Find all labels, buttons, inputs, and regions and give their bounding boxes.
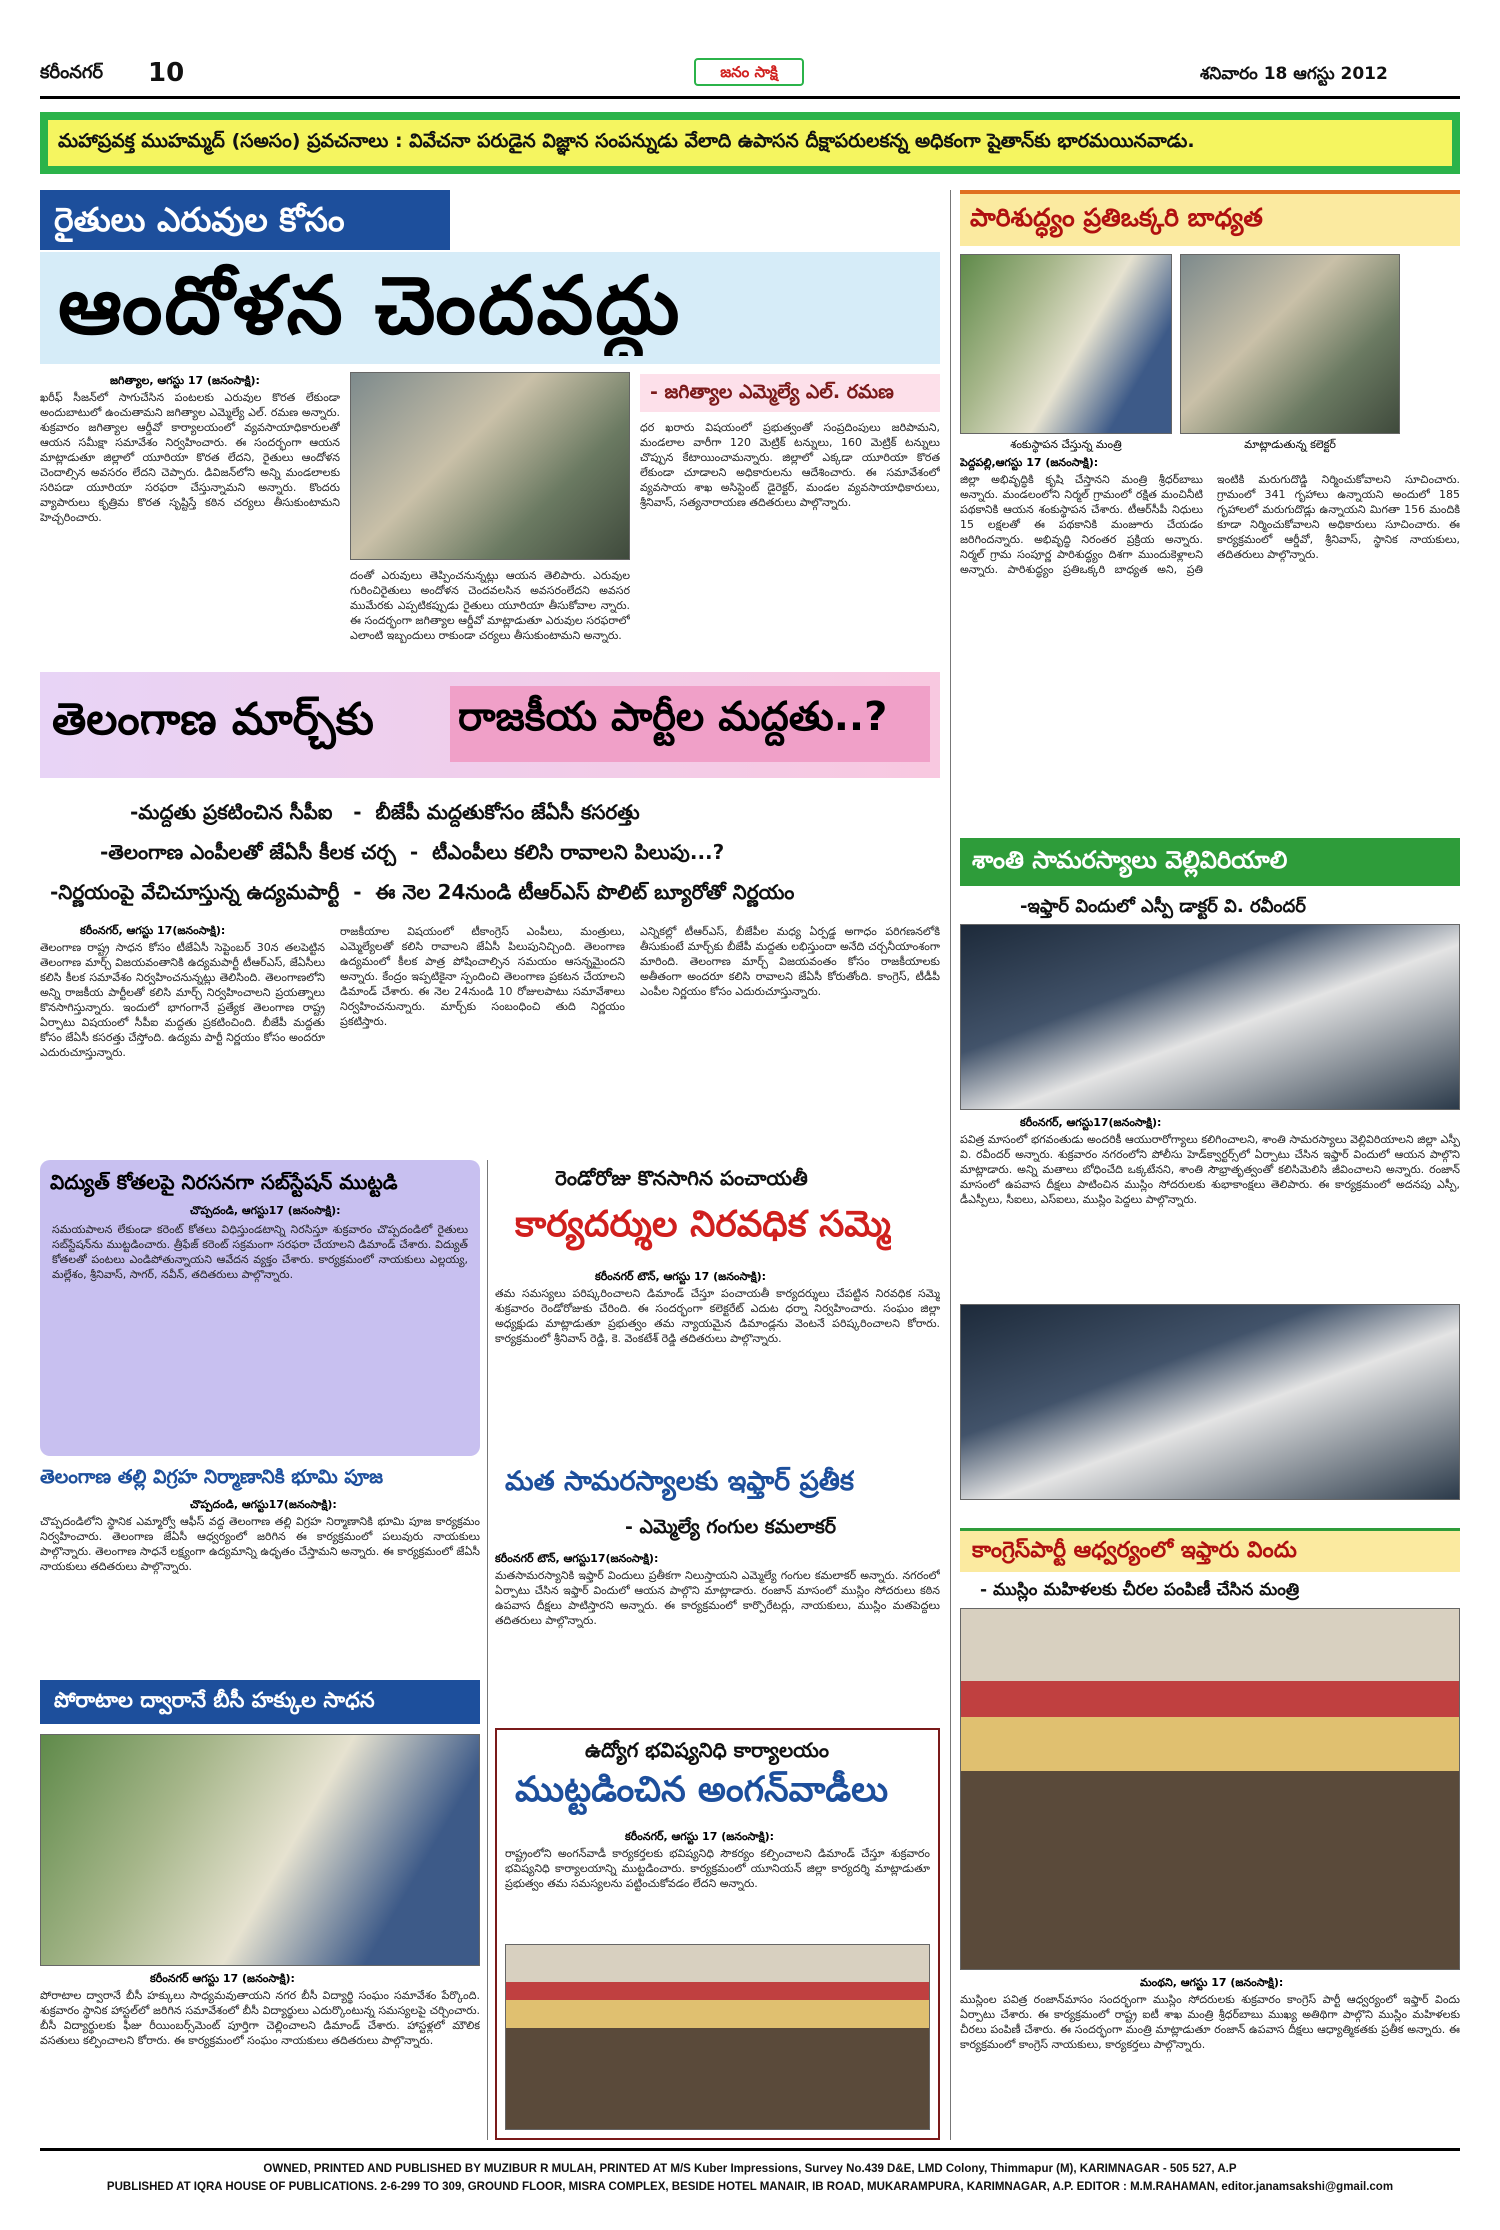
story2-photo-right [1180,254,1400,434]
story5-headline: విద్యుత్ కోతలపై నిరసనగా సబ్‌స్టేషన్ ముట్టడి [50,1170,398,1194]
story3-bullet-3: -నిర్ణయంపై వేచిచూస్తున్న ఉద్యమపార్టీ - ఈ నెల 24నుండి టీఆర్‌ఎస్ పొలిట్ బ్యూరోతో నిర్ణయం [50,880,795,904]
story11-photo [960,1608,1460,1970]
issue-date: శనివారం 18 ఆగస్టు 2012 [1200,64,1388,84]
story2-body: జిల్లా అభివృద్ధికి కృషి చేస్తానని మంత్రి శ్రీధర్‌బాబు అన్నారు. మండలంలోని నిర్మల్ గ్రామంలో రక్షిత మంచినీటి పథకానికి ఆయన శంకుస్థాపన చేశారు. టీఆర్‌సీపీ నిధులు 15 లక్షలతో ఈ పథకానికి మంజూరు చేయడం జరిగిందన్నారు. అభివృద్ధి నిరంతర ప్రక్రియ అన్నారు. నిర్మల్ గ్రామ సంపూర్ణ పారిశుద్ధ్యం దిశగా ముందుకెళ్లాలని అన్నారు. పారిశుద్ధ్యం ప్రతిఒక్కరి బాధ్యత అని, ప్రతి ఇంటికి మరుగుదొడ్డి నిర్మించుకోవాలని సూచించారు. గ్రామంలో 341 గృహాలు ఉన్నాయని అందులో 185 గృహాలలో మరుగుదొడ్లు ఉన్నాయని మిగతా 156 మందికి కూడా నిర్మించుకోవాలని అధికారులు సూచించారు. ఈ కార్యక్రమంలో ఆర్డీవో, శ్రీనివాస్, స్థానిక నాయకులు, తదితరులు పాల్గొన్నారు. [960,473,1460,576]
story5-body: సమయపాలన లేకుండా కరెంట్ కోతలు విధిస్తుండటాన్ని నిరసిస్తూ శుక్రవారం చొప్పదండిలో రైతులు సబ్‌స్టేషన్‌ను ముట్టడించారు. త్రీఫేజ్ కరెంట్ సక్రమంగా సరఫరా చేయాలని డిమాండ్ చేశారు. విద్యుత్ కోతలతో పంటలు ఎండిపోతున్నాయని ఆవేదన వ్యక్తం చేశారు. కార్యక్రమంలో నాయకులు ఎల్లయ్య, మల్లేశం, శ్రీనివాస్, సాగర్, నవీన్, తదితరులు పాల్గొన్నారు. [52,1223,468,1281]
story3-col1: తెలంగాణ రాష్ట్ర సాధన కోసం టీజేఏసీ సెప్టెంబర్ 30న తలపెట్టిన తెలంగాణ మార్చ్ విజయవంతానికి ఉద్యమపార్టీ టీఆర్‌ఎస్, జేఏసీలు కలిసి కీలక సమావేశం నిర్వహించనున్నట్లు తెలిసింది. తెలంగాణలోని అన్ని రాజకీయ పార్టీలతో కలిసి మార్చ్ నిర్వహించాలని ప్రయత్నాలు కొనసాగిస్తున్నారు. ఇందులో భాగంగానే ప్రత్యేక తెలంగాణ రాష్ట్ర ఏర్పాటు విషయంలో సీపీఐ మద్దతు ప్రకటించింది. బీజేపీ మద్దతు కోసం జేఏసీ కసరత్తు చేస్తోంది. ఉద్యమ పార్టీ నిర్ణయం కోసం అందరూ ఎదురుచూస్తున్నారు. [40,941,325,1059]
story2-caption-right: మాట్లాడుతున్న కలెక్టర్ [1244,438,1336,451]
story3-headline-part2-box [450,686,930,762]
story8-byline: - ఎమ్మెల్యే గంగుల కమలాకర్ [625,1516,837,1538]
masthead-rule [40,96,1460,99]
story1-dateline: జగిత్యాల, ఆగస్టు 17 (జనంసాక్షి): [110,374,260,387]
district-name: కరీంనగర్ [40,62,103,83]
story3-headline-box [40,672,940,778]
story4-byline: -ఇఫ్తార్ విందులో ఎస్పీ డాక్టర్ వి. రవీందర్ [1020,896,1306,917]
story11-body: ముస్లింల పవిత్ర రంజాన్‌మాసం సందర్భంగా ముస్లిం సోదరులకు శుక్రవారం కాంగ్రెస్ పార్టీ ఆధ్వర్యంలో ఇఫ్తార్ విందు ఏర్పాటు చేశారు. ఈ కార్యక్రమంలో రాష్ట్ర ఐటీ శాఖ మంత్రి శ్రీధర్‌బాబు ముఖ్య అతిథిగా పాల్గొని ముస్లిం మహిళలకు చీరలు పంపిణీ చేశారు. ఈ సందర్భంగా మంత్రి మాట్లాడుతూ రంజాన్ ఉపవాస దీక్షలు ఆధ్యాత్మికతకు ప్రతీక అన్నారు. ఈ కార్యక్రమంలో కాంగ్రెస్ నాయకులు, కార్యకర్తలు పాల్గొన్నారు. [960,1993,1460,2051]
story11-dateline: మంథని, ఆగస్టు 17 (జనంసాక్షి): [1140,1976,1284,1989]
imprint-line-1: OWNED, PRINTED AND PUBLISHED BY MUZIBUR R MULAH, PRINTED AT M/S Kuber Impressions, Survey No.439 D&E, LMD Colony, Thimmapur (M), KARIMNAGAR - 505 527, A.P [263,2163,1237,2175]
story3-dateline: కరీంనగర్, ఆగస్టు 17(జనంసాక్షి): [80,924,226,937]
story6-body: తమ సమస్యలు పరిష్కరించాలని డిమాండ్ చేస్తూ పంచాయతీ కార్యదర్శులు చేపట్టిన నిరవధిక సమ్మె శుక్రవారం రెండోరోజుకు చేరింది. ఈ సందర్భంగా కలెక్టరేట్ ఎదుట ధర్నా నిర్వహించారు. సంఘం జిల్లా అధ్యక్షుడు మాట్లాడుతూ ప్రభుత్వం తమ న్యాయమైన డిమాండ్లను వెంటనే పరిష్కరించాలని కోరారు. కార్యక్రమంలో శ్రీనివాస్ రెడ్డి, కె. వెంకటేశ్ రెడ్డి తదితరులు పాల్గొన్నారు. [495,1287,940,1345]
story8-dateline: కరీంనగర్ టౌన్, ఆగస్టు17(జనంసాక్షి): [495,1552,659,1565]
story3-headline-part2: రాజకీయ పార్టీల మద్దతు..? [458,694,888,740]
story3-col3: ఎన్నికల్లో టీఆర్‌ఎస్, బీజేపీల మధ్య ఏర్పడ్డ అగాధం పరిగణనలోకి తీసుకుంటే మార్చ్‌కు బీజేపీ మద్దతు లభిస్తుందా అనేది చర్చనీయాంశంగా మారింది. తెలంగాణ మార్చ్ విజయవంతం కోసం రాజకీయాలకు అతీతంగా అందరూ కలిసి రావాలని జేఏసీ కోరుతోంది. కాంగ్రెస్, టీడీపీ ఎంపీల నిర్ణయం కోసం ఎదురుచూస్తున్నారు. [640,925,940,998]
story-congress-iftar [960,1528,1460,2140]
story-telangana-march [40,672,940,1152]
story1-byline-box [640,374,940,412]
story10-headline: ముట్టడించిన అంగన్‌వాడీలు [515,1770,889,1810]
story-fertilizer [40,190,940,660]
imprint [40,2160,1460,2210]
story11-byline: - ముస్లిం మహిళలకు చీరల పంపిణీ చేసిన మంత్రి [980,1580,1300,1600]
quote-banner-text: మహాప్రవక్త ముహమ్మద్ (సఅసం) ప్రవచనాలు : వివేచనా పరుడైన విజ్ఞాన సంపన్నుడు వేలాది ఉపాసన దీక్షాపరులకన్న అధికంగా షైతాన్‌కు భారమయినవాడు. [58,130,1195,152]
story-anganwadi [495,1728,940,2140]
story9-body: పోరాటాల ద్వారానే బీసీ హక్కులు సాధ్యమవుతాయని నగర బీసీ విద్యార్థి సంఘం సమావేశం పేర్కొంది. శుక్రవారం స్థానిక హాస్టల్‌లో జరిగిన సమావేశంలో బీసీ విద్యార్థులు ఎదుర్కొంటున్న సమస్యలపై చర్చించారు. బీసీ విద్యార్థులకు ఫీజు రీయింబర్స్‌మెంట్ పూర్తిగా చెల్లించాలని డిమాండ్ చేశారు. హాస్టళ్లలో మౌలిక వసతులు కల్పించాలని కోరారు. ఈ కార్యక్రమంలో సంఘం నాయకులు తదితరులు పాల్గొన్నారు. [40,1989,480,2047]
column-rule-1 [487,1160,488,2140]
story5-box [40,1160,480,1456]
story7-body: చొప్పదండిలోని స్థానిక ఎమ్మార్వో ఆఫీస్ వద్ద తెలంగాణ తల్లి విగ్రహ నిర్మాణానికి భూమి పూజ కార్యక్రమం నిర్వహించారు. తెలంగాణ జేఏసీ ఆధ్వర్యంలో జరిగిన ఈ కార్యక్రమంలో పలువురు నాయకులు పాల్గొన్నారు. తెలంగాణ సాధనే లక్ష్యంగా ఉద్యమాన్ని ఉధృతం చేస్తామని అన్నారు. ఈ కార్యక్రమంలో జేఏసీ నాయకులు తదితరులు పాల్గొన్నారు. [40,1515,480,1573]
story4-photo-top [960,924,1460,1110]
story2-photo-left [960,254,1172,434]
story3-col2: రాజకీయాల విషయంలో టీకాంగ్రెస్ ఎంపీలు, మంత్రులు, ఎమ్మెల్యేలతో కలిసి రావాలని జేఏసీ పిలుపునిచ్చింది. తెలంగాణ ఉద్యమంలో కీలక పాత్ర పోషించాల్సిన సమయం ఆసన్నమైందని అన్నారు. కేంద్రం ఇప్పటికైనా స్పందించి తెలంగాణ ప్రకటన చేయాలని డిమాండ్ చేశారు. ఈ నెల 24నుండి 10 రోజులపాటు సమావేశాలు నిర్వహించనున్నారు. మార్చ్‌కు సంబంధించి తుది నిర్ణయం ప్రకటిస్తారు. [340,925,625,1028]
logo-text: జనం సాక్షి [720,63,778,81]
story4-body: పవిత్ర మాసంలో భగవంతుడు అందరికీ ఆయురారోగ్యాలు కలిగించాలని, శాంతి సామరస్యాలు వెల్లివిరియాలని జిల్లా ఎస్పీ వి. రవీందర్ అన్నారు. శుక్రవారం నగరంలోని పోలీసు హెడ్‌క్వార్టర్స్‌లో ఏర్పాటు చేసిన ఇఫ్తార్ విందులో ఆయన పాల్గొని మాట్లాడారు. అన్ని మతాలు బోధించేది ఒక్కటేనని, శాంతి సౌభ్రాతృత్వంతో కలిసిమెలిసి జీవించాలని అన్నారు. రంజాన్ మాసంలో ఉపవాస దీక్షలు పాటించిన ముస్లిం సోదరులకు శుభాకాంక్షలు తెలిపారు. ఈ కార్యక్రమంలో అదనపు ఎస్పీ, డీఎస్పీలు, సీఐలు, ఎస్‌ఐలు, ముస్లిం పెద్దలు పాల్గొన్నారు. [960,1133,1460,1206]
story-iftar-mla [495,1466,940,1716]
story2-headline: పారిశుద్ధ్యం ప్రతిఒక్కరి బాధ్యత [970,203,1263,232]
story1-kicker: రైతులు ఎరువుల కోసం [54,200,345,239]
story-sanitation [960,190,1460,830]
story1-byline: - జగిత్యాల ఎమ్మెల్యే ఎల్. రమణ [650,381,894,403]
story2-dateline: పెద్దపల్లి,ఆగస్టు 17 (జనంసాక్షి): [960,456,1099,469]
story9-photo [40,1734,480,1966]
story6-dateline: కరీంనగర్ టౌన్, ఆగస్టు 17 (జనంసాక్షి): [595,1270,767,1283]
page-number: 10 [148,58,185,88]
story3-headline-part1: తెలంగాణ మార్చ్‌కు [52,694,374,745]
story1-body-left: ఖరీఫ్ సీజన్‌లో సాగుచేసిన పంటలకు ఎరువుల కొరత లేకుండా అందుబాటులో ఉంచుతామని జగిత్యాల ఎమ్మెల్యే ఎల్. రమణ అన్నారు. శుక్రవారం జగిత్యాల ఆర్డీవో కార్యాలయంలో వ్యవసాయాధికారులతో ఆయన సమీక్షా సమావేశం నిర్వహించారు. ఈ సందర్భంగా ఆయన మాట్లాడుతూ జిల్లాలో యూరియా కొరత లేదని, రైతులు ఆందోళన చెందాల్సిన అవసరం లేదని చెప్పారు. డివిజన్‌లోని అన్ని మండలాలకు సరిపడా యూరియా సరఫరా చేస్తున్నామని అన్నారు. కొందరు వ్యాపారులు కృత్రిమ కొరత సృష్టిస్తే కఠిన చర్యలు తీసుకుంటామని హెచ్చరించారు. [40,391,340,524]
story-iftar-sp [960,838,1460,1518]
story1-body-right: ధర ఖరారు విషయంలో ప్రభుత్వంతో సంప్రదింపులు జరిపామని, మండలాల వారీగా 120 మెట్రిక్ టన్నులు, 160 మెట్రిక్ టన్నులు చొప్పున కేటాయించామన్నారు. జిల్లాలో ఎక్కడా యూరియా కొరత లేకుండా చూడాలని అధికారులను ఆదేశించారు. ఈ సమావేశంలో వ్యవసాయ శాఖ అసిస్టెంట్ డైరెక్టర్, మండల వ్యవసాయాధికారులు, శ్రీనివాస్, సత్యనారాయణ తదితరులు పాల్గొన్నారు. [640,421,940,509]
story4-headline: శాంతి సామరస్యాలు వెల్లివిరియాలి [972,846,1288,874]
story7-dateline: చొప్పదండి, ఆగస్టు17(జనంసాక్షి): [190,1498,337,1511]
story4-headline-box [960,838,1460,886]
story11-headline: కాంగ్రెస్‌పార్టీ ఆధ్వర్యంలో ఇఫ్తారు విందు [972,1538,1297,1563]
story7-headline: తెలంగాణ తల్లి విగ్రహ నిర్మాణానికి భూమి పూజ [40,1466,384,1488]
story10-dateline: కరీంనగర్, ఆగస్టు 17 (జనంసాక్షి): [625,1830,775,1843]
story9-headline-box [40,1680,480,1724]
story9-headline: పోరాటాల ద్వారానే బీసీ హక్కుల సాధన [54,1688,375,1712]
story4-dateline: కరీంనగర్, ఆగస్టు17(జనంసాక్షి): [1020,1116,1162,1129]
story2-caption-left: శంకుస్థాపన చేస్తున్న మంత్రి [1010,438,1122,451]
story3-bullet-2: -తెలంగాణ ఎంపీలతో జేఏసీ కీలక చర్చ - టీఎంపీలు కలిసి రావాలని పిలుపు...? [100,840,725,864]
footer-rule [40,2148,1460,2151]
story-power-cuts [40,1160,480,1456]
story4-photo-bottom [960,1304,1460,1500]
story1-photo [350,372,630,560]
story5-dateline: చొప్పదండి, ఆగస్టు17 (జనంసాక్షి): [190,1204,341,1217]
story1-headline-box [40,252,940,364]
story8-headline: మత సామరస్యాలకు ఇఫ్తార్ ప్రతీక [505,1466,854,1497]
story1-headline: ఆందోళన చెందవద్దు [58,259,682,352]
story8-body: మతసామరస్యానికి ఇఫ్తార్ విందులు ప్రతీకగా నిలుస్తాయని ఎమ్మెల్యే గంగుల కమలాకర్ అన్నారు. నగరంలో ఏర్పాటు చేసిన ఇఫ్తార్ విందులో ఆయన పాల్గొని మాట్లాడారు. రంజాన్ మాసంలో ముస్లిం సోదరులు కఠిన ఉపవాస దీక్షలు పాటిస్తారని అన్నారు. ఈ కార్యక్రమంలో కార్పొరేటర్లు, నాయకులు, ముస్లిం మతపెద్దలు తదితరులు పాల్గొన్నారు. [495,1569,940,1627]
story10-kicker: ఉద్యోగ భవిష్యనిధి కార్యాలయం [585,1738,830,1762]
quote-banner [40,112,1460,174]
story9-dateline: కరీంనగర్ ఆగస్టు 17 (జనంసాక్షి): [150,1972,295,1985]
story6-headline: కార్యదర్శుల నిరవధిక సమ్మె [515,1204,891,1245]
story-bc-rights [40,1680,480,2140]
story1-body-mid: దంతో ఎరువులు తెప్పించనున్నట్లు ఆయన తెలిపారు. ఎరువుల గురించిరైతులు అందోళన చెందవలసిన అవసరంలేదని అవసర ముమేరకు ఎప్పటికప్పుడు రైతులు యూరియా తీసుకోవాల న్నారు. ఈ సందర్భంగా జగిత్యాల ఆర్డీవో మాట్లాడుతూ ఎరువుల సరఫరాలో ఎలాంటి ఇబ్బందులు రాకుండా చర్యలు తీసుకుంటామని అన్నారు. [350,569,630,642]
column-rule-2 [950,190,951,2140]
story10-photo [505,1944,930,2130]
imprint-line-2: PUBLISHED AT IQRA HOUSE OF PUBLICATIONS. 2-6-299 TO 309, GROUND FLOOR, MISRA COMPLEX, BESIDE HOTEL MANAIR, IB ROAD, MUKARAMPURA, KARIMNAGAR, A.P. EDITOR : M.M.RAHAMAN, editor.janamsakshi@gmail.com [106,2181,1394,2193]
story3-bullet-1: -మద్దతు ప్రకటించిన సీపీఐ - బీజేపీ మద్దతుకోసం జేఏసీ కసరత్తు [130,800,640,824]
story2-headline-box [960,190,1460,246]
story-telangana-talli [40,1466,480,1674]
logo [694,58,804,86]
story6-kicker: రెండోరోజు కొనసాగిన పంచాయతీ [555,1166,808,1190]
story1-kicker-box [40,190,450,250]
story11-headline-box [960,1528,1460,1572]
story10-body: రాష్ట్రంలోని అంగన్‌వాడీ కార్యకర్తలకు భవిష్యనిధి సౌకర్యం కల్పించాలని డిమాండ్ చేస్తూ శుక్రవారం భవిష్యనిధి కార్యాలయాన్ని ముట్టడించారు. కార్యక్రమంలో యూనియన్ జిల్లా కార్యదర్శి మాట్లాడుతూ ప్రభుత్వం తమ సమస్యలను పట్టించుకోవడం లేదని అన్నారు. [505,1847,930,1890]
masthead [0,0,1500,110]
story-panchayat-strike [495,1160,940,1456]
